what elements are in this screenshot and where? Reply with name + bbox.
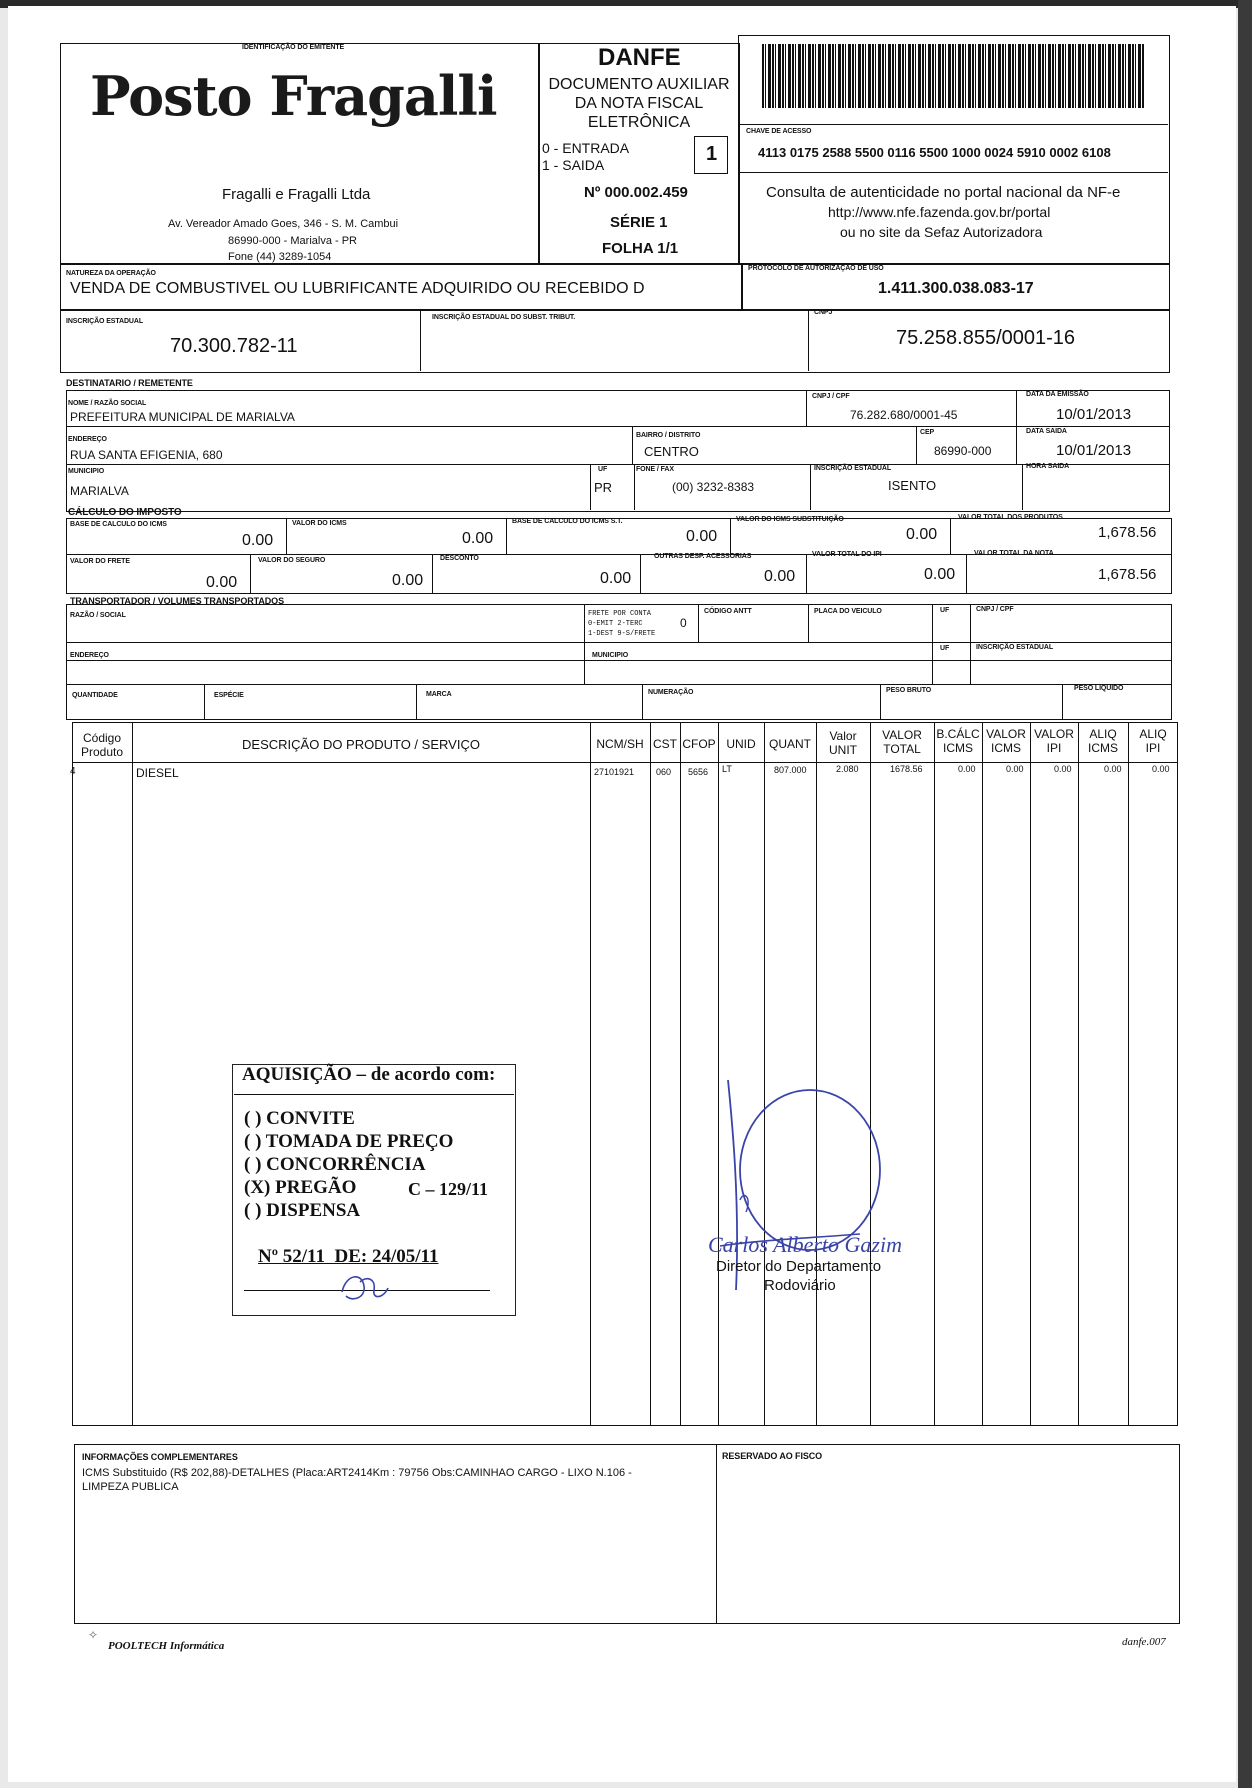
- col-div-ncm: [650, 722, 651, 1426]
- carrier-cnpj-label: CNPJ / CPF: [976, 606, 1014, 613]
- hdr-code-2: Produto: [80, 745, 124, 759]
- ie-st-label: INSCRIÇÃO ESTADUAL DO SUBST. TRIBUT.: [432, 314, 576, 321]
- icms-st-value: 0.00: [906, 526, 938, 543]
- danfe-title: DANFE: [598, 44, 681, 71]
- col-div-vipi: [1078, 722, 1079, 1426]
- cell-cst: 060: [656, 767, 672, 777]
- transport-div9: [880, 684, 881, 720]
- operation-value: VENDA DE COMBUSTIVEL OU LUBRIFICANTE ADQUIRIDO OU RECEBIDO D: [70, 280, 645, 297]
- issuer-label: IDENTIFICAÇÃO DO EMITENTE: [242, 44, 345, 51]
- cell-unid: LT: [722, 764, 732, 774]
- recipient-cnpj: 76.282.680/0001-45: [850, 408, 958, 422]
- transport-line1: [66, 642, 1172, 643]
- hdr-unit-1: Valor: [829, 729, 857, 743]
- uf-label: UF: [598, 466, 608, 473]
- col-div-quant: [816, 722, 817, 1426]
- initials-mark: [336, 1268, 392, 1304]
- danfe-exit: 1 - SAIDA: [542, 157, 605, 173]
- gross-label: PESO BRUTO: [886, 687, 932, 694]
- recipient-r2-div2: [916, 426, 917, 464]
- brand-label: MARCA: [426, 691, 452, 698]
- stamp-title: AQUISIÇÃO – de acordo com:: [242, 1064, 496, 1085]
- access-divider2: [740, 172, 1168, 173]
- fisco-label: RESERVADO AO FISCO: [722, 1451, 823, 1461]
- hdr-aicms-2: ICMS: [1088, 741, 1118, 755]
- recipient-row1-line: [66, 426, 1170, 427]
- cell-aipi: 0.00: [1152, 764, 1170, 774]
- products-value: 1,678.56: [1098, 524, 1157, 541]
- discount-value: 0.00: [600, 570, 632, 587]
- plate-label: PLACA DO VEICULO: [814, 608, 882, 615]
- hdr-total-2: TOTAL: [883, 742, 921, 756]
- cell-code: 4: [70, 766, 76, 777]
- phone-value: (00) 3232-8383: [672, 480, 755, 494]
- carrier-uf-label: UF: [940, 607, 950, 614]
- tax-r1-div2: [506, 518, 507, 554]
- hdr-cst: CST: [653, 737, 677, 751]
- recipient-r1-div2: [1016, 390, 1017, 464]
- access-key: 4113 0175 2588 5500 0116 5500 1000 0024 5910 0002 6108: [758, 145, 1111, 160]
- ie-value: 70.300.782-11: [170, 335, 298, 357]
- hdr-aicms-1: ALIQ: [1089, 727, 1117, 741]
- ie-label: INSCRIÇÃO ESTADUAL: [66, 318, 144, 325]
- col-div-bcalc: [982, 722, 983, 1426]
- tax-r2-div3: [640, 554, 641, 594]
- stamp-opt3: ( ) CONCORRÊNCIA: [244, 1154, 426, 1175]
- hdr-vipi-2: IPI: [1046, 741, 1062, 755]
- transport-div1: [584, 604, 585, 684]
- recipient-name-label: NOME / RAZÃO SOCIAL: [68, 400, 147, 407]
- recipient-box: [66, 390, 1170, 512]
- danfe-sheet: FOLHA 1/1: [602, 240, 679, 257]
- recipient-r1-div1: [806, 390, 807, 426]
- exit-value: 10/01/2013: [1056, 442, 1132, 459]
- stamp-opt5: ( ) DISPENSA: [244, 1200, 361, 1221]
- carrier-city-label: MUNICIPIO: [592, 652, 629, 659]
- carrier-address-label: ENDEREÇO: [70, 652, 109, 659]
- hdr-total-1: VALOR: [882, 728, 922, 742]
- address-value: RUA SANTA EFIGENIA, 680: [70, 448, 223, 462]
- exit-label: DATA SAIDA: [1026, 428, 1067, 435]
- hdr-bcalc-2: ICMS: [943, 741, 973, 755]
- signature-role2: Rodoviário: [764, 1277, 836, 1294]
- hdr-vicms-2: ICMS: [991, 741, 1021, 755]
- tax-section: CÁLCULO DO IMPOSTO: [68, 507, 182, 518]
- ipi-value: 0.00: [924, 566, 956, 583]
- cell-desc: DIESEL: [136, 766, 179, 780]
- base-st-label: BASE DE CALCULO DO ICMS S.T.: [512, 518, 623, 525]
- transport-div6: [204, 684, 205, 720]
- issuer-phone: Fone (44) 3289-1054: [228, 251, 332, 263]
- recipient-ie-value: ISENTO: [888, 478, 937, 493]
- icms-value: 0.00: [462, 530, 494, 547]
- footer-right: danfe.007: [1122, 1636, 1166, 1648]
- ipi-label: VALOR TOTAL DO IPI: [812, 551, 882, 558]
- cell-vicms: 0.00: [1006, 764, 1024, 774]
- barcode: [762, 44, 1144, 108]
- recipient-section: DESTINATARIO / REMETENTE: [66, 378, 193, 388]
- cell-ncm: 27101921: [594, 767, 635, 777]
- icms-label: VALOR DO ICMS: [292, 520, 347, 527]
- stamp-title-underline: [234, 1094, 514, 1095]
- insurance-value: 0.00: [392, 572, 424, 589]
- col-div-unit: [870, 722, 871, 1426]
- city-label: MUNICIPIO: [68, 468, 105, 475]
- col-div-total: [934, 722, 935, 1426]
- transport-section: TRANSPORTADOR / VOLUMES TRANSPORTADOS: [70, 596, 284, 606]
- cell-cfop: 5656: [688, 767, 709, 777]
- antt-label: CÓDIGO ANTT: [704, 608, 752, 615]
- transport-div4: [932, 604, 933, 684]
- tax-r2-div4: [806, 554, 807, 594]
- cnpj-value: 75.258.855/0001-16: [896, 327, 1076, 349]
- registration-div1: [420, 311, 421, 371]
- access-consult2: http://www.nfe.fazenda.gov.br/portal: [828, 204, 1051, 220]
- issuer-logo: Posto Fragalli: [90, 64, 497, 128]
- stamp-opt4-code: C – 129/11: [408, 1179, 489, 1199]
- qty-label: QUANTIDADE: [72, 692, 118, 699]
- base-icms-value: 0.00: [242, 532, 274, 549]
- recipient-r3-div4: [1022, 464, 1023, 510]
- tax-r1-div3: [730, 518, 731, 554]
- phone-label: FONE / FAX: [636, 466, 674, 473]
- cell-unit: 2.080: [836, 764, 859, 774]
- col-div-unid: [764, 722, 765, 1426]
- hdr-code-1: Código: [82, 731, 122, 745]
- col-div-cst: [680, 722, 681, 1426]
- scan-right-edge: [1238, 0, 1252, 1788]
- tax-r1-div4: [950, 518, 951, 554]
- freight-label: VALOR DO FRETE: [70, 558, 130, 565]
- carrier-uf2-label: UF: [940, 645, 950, 652]
- transport-div7: [416, 684, 417, 720]
- freight-value: 0.00: [206, 574, 238, 591]
- products-label: VALOR TOTAL DOS PRODUTOS: [958, 514, 1063, 521]
- registration-div2: [808, 311, 809, 371]
- items-header-line: [72, 762, 1178, 763]
- emission-label: DATA DA EMISSÃO: [1026, 391, 1089, 398]
- recipient-name: PREFEITURA MUNICIPAL DE MARIALVA: [70, 410, 295, 424]
- issuer-address2: 86990-000 - Marialva - PR: [228, 235, 358, 247]
- hdr-vipi-1: VALOR: [1034, 727, 1074, 741]
- recipient-row2-line: [66, 464, 1170, 465]
- cell-quant: 807.000: [774, 765, 807, 775]
- base-st-value: 0.00: [686, 528, 718, 545]
- stamp-opt1: ( ) CONVITE: [244, 1108, 355, 1129]
- cell-bcalc: 0.00: [958, 764, 976, 774]
- col-div-cfop: [718, 722, 719, 1426]
- transport-div10: [1062, 684, 1063, 720]
- recipient-cnpj-label: CNPJ / CPF: [812, 393, 850, 400]
- recipient-r2-div1: [632, 426, 633, 464]
- protocol-label: PROTOCOLO DE AUTORIZAÇÃO DE USO: [748, 265, 884, 272]
- hour-label: HORA SAIDA: [1026, 463, 1070, 470]
- other-label: OUTRAS DESP. ACESSORIAS: [654, 553, 752, 560]
- district-value: CENTRO: [644, 444, 699, 459]
- danfe-series: SÉRIE 1: [610, 214, 668, 231]
- danfe-type-value: 1: [706, 143, 718, 165]
- col-div-vicms: [1030, 722, 1031, 1426]
- transport-div5: [970, 604, 971, 684]
- city-value: MARIALVA: [70, 484, 129, 498]
- transport-line3: [66, 684, 1172, 685]
- district-label: BAIRRO / DISTRITO: [636, 432, 701, 439]
- total-value: 1,678.56: [1098, 566, 1157, 583]
- complementary-label: INFORMAÇÕES COMPLEMENTARES: [82, 1452, 238, 1462]
- issuer-company: Fragalli e Fragalli Ltda: [222, 186, 371, 203]
- transport-line2: [66, 660, 1172, 661]
- numbering-label: NUMERAÇÃO: [648, 689, 694, 696]
- icms-st-label: VALOR DO ICMS SUBSTITUIÇÃO: [736, 516, 844, 523]
- hdr-desc: DESCRIÇÃO DO PRODUTO / SERVIÇO: [242, 737, 480, 752]
- danfe-subtitle1: DOCUMENTO AUXILIAR: [548, 76, 730, 93]
- base-icms-label: BASE DE CALCULO DO ICMS: [70, 521, 167, 528]
- stamp-number: Nº 52/11 DE: 24/05/11: [258, 1246, 439, 1267]
- freight-mode-value: 0: [680, 616, 687, 630]
- tax-r2-div5: [966, 554, 967, 594]
- freight-mode-line3: 1-DEST 9-S/FRETE: [588, 630, 656, 638]
- col-div-desc: [590, 722, 591, 1426]
- danfe-subtitle3: ELETRÔNICA: [587, 114, 691, 131]
- tax-r2-div2: [432, 554, 433, 594]
- recipient-ie-label: INSCRIÇÃO ESTADUAL: [814, 465, 892, 472]
- protocol-value: 1.411.300.038.083-17: [878, 280, 1034, 297]
- cell-total: 1678.56: [890, 764, 923, 774]
- cell-vipi: 0.00: [1054, 764, 1072, 774]
- cep-label: CEP: [920, 429, 935, 436]
- freight-mode-line2: 0-EMIT 2-TERC: [588, 620, 643, 628]
- danfe-entry: 0 - ENTRADA: [542, 140, 630, 156]
- cell-aicms: 0.00: [1104, 764, 1122, 774]
- transport-div8: [642, 684, 643, 720]
- cnpj-label: CNPJ: [814, 309, 833, 316]
- access-divider: [740, 124, 1168, 125]
- net-label: PESO LIQUIDO: [1074, 685, 1124, 692]
- other-value: 0.00: [764, 568, 796, 585]
- danfe-number: Nº 000.002.459: [584, 184, 688, 201]
- issuer-address1: Av. Vereador Amado Goes, 346 - S. M. Cambui: [168, 218, 399, 230]
- complementary-line1: ICMS Substituido (R$ 202,88)-DETALHES (Placa:ART2414Km : 79756 Obs:CAMINHAO CARGO - LIXO N.106 -: [82, 1467, 632, 1479]
- carrier-name-label: RAZÃO / SOCIAL: [70, 612, 126, 619]
- hdr-aipi-2: IPI: [1145, 741, 1161, 755]
- signature-name: Carlos Alberto Gazim: [708, 1232, 902, 1257]
- col-div-aicms: [1128, 722, 1129, 1426]
- operation-label: NATUREZA DA OPERAÇÃO: [66, 270, 156, 277]
- hdr-unid: UNID: [726, 737, 756, 751]
- tax-r2-div1: [250, 554, 251, 594]
- access-consult3: ou no site da Sefaz Autorizadora: [840, 224, 1043, 240]
- total-label: VALOR TOTAL DA NOTA: [974, 550, 1054, 557]
- hdr-aipi-1: ALIQ: [1139, 727, 1167, 741]
- species-label: ESPÉCIE: [214, 692, 244, 699]
- cep-value: 86990-000: [934, 444, 992, 458]
- complementary-divider: [716, 1444, 717, 1624]
- complementary-line2: LIMPEZA PUBLICA: [82, 1481, 179, 1493]
- recipient-r3-div3: [810, 464, 811, 510]
- stamp-opt2: ( ) TOMADA DE PREÇO: [244, 1131, 454, 1152]
- hdr-unit-2: UNIT: [829, 743, 857, 757]
- hdr-cfop: CFOP: [682, 737, 716, 751]
- transport-div3: [808, 604, 809, 642]
- stamp-opt4: (X) PREGÃO: [244, 1177, 357, 1198]
- footer-left: POOLTECH Informática: [108, 1640, 225, 1652]
- emission-value: 10/01/2013: [1056, 406, 1132, 423]
- hdr-vicms-1: VALOR: [986, 727, 1026, 741]
- danfe-subtitle2: DA NOTA FISCAL: [574, 95, 704, 112]
- footer-star-icon: ✧: [88, 1628, 99, 1642]
- hdr-bcalc-1: B.CÁLC: [936, 727, 980, 741]
- transport-div2: [698, 604, 699, 642]
- freight-mode-line1: FRETE POR CONTA: [588, 610, 652, 618]
- access-label: CHAVE DE ACESSO: [746, 128, 812, 135]
- address-label: ENDEREÇO: [68, 436, 107, 443]
- hdr-quant: QUANT: [769, 737, 811, 751]
- signature-role1: Diretor do Departamento: [716, 1258, 882, 1275]
- discount-label: DESCONTO: [440, 555, 479, 562]
- insurance-label: VALOR DO SEGURO: [258, 557, 326, 564]
- recipient-r3-div2: [634, 464, 635, 510]
- carrier-ie-label: INSCRIÇÃO ESTADUAL: [976, 644, 1054, 651]
- access-consult1: Consulta de autenticidade no portal nacional da NF-e: [766, 184, 1121, 201]
- hdr-ncm: NCM/SH: [596, 737, 644, 751]
- recipient-r3-div1: [590, 464, 591, 510]
- tax-r1-div1: [286, 518, 287, 554]
- uf-value: PR: [594, 480, 613, 495]
- col-div-code: [132, 722, 133, 1426]
